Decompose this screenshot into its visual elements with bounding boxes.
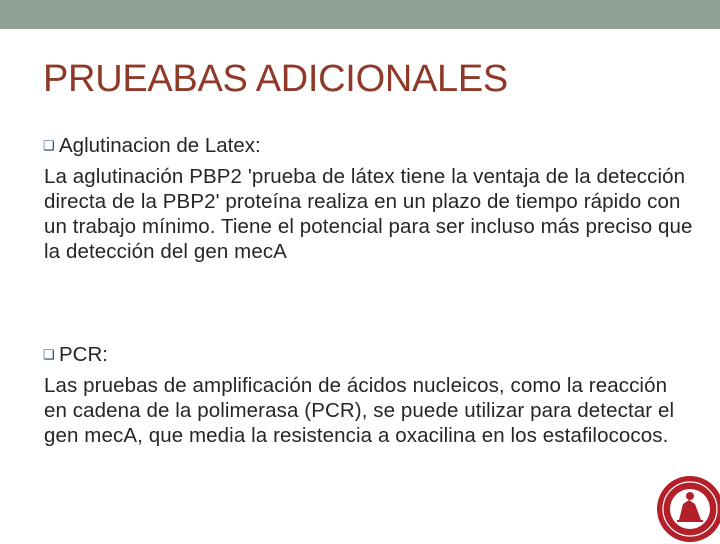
slide-title: PRUEABAS ADICIONALES	[43, 58, 508, 100]
section-body: Las pruebas de amplificación de ácidos nucleicos, como la reacción en cadena de la polimerasa (PCR), se puede utilizar para detectar el gen mecA, que media la resistencia a oxacilina en los estafilococos.	[44, 374, 675, 447]
section-heading-line	[43, 342, 694, 367]
checkbox-q-bullet-icon: ❏	[43, 138, 55, 153]
section-pcr	[44, 342, 694, 448]
section-latex-agglutination	[44, 133, 694, 264]
top-color-band	[0, 0, 720, 29]
university-seal-icon	[655, 474, 720, 544]
checkbox-q-bullet-icon: ❏	[43, 347, 55, 362]
section-heading-line	[43, 133, 694, 158]
section-heading: Aglutinacion de Latex:	[59, 134, 261, 157]
section-heading: PCR:	[59, 343, 108, 366]
section-body: La aglutinación PBP2 'prueba de látex tiene la ventaja de la detección directa de la PBP2' proteína realiza en un plazo de tiempo rápido con un trabajo mínimo. Tiene el potencial para ser incluso más preciso que la detección del gen mecA	[44, 165, 693, 263]
